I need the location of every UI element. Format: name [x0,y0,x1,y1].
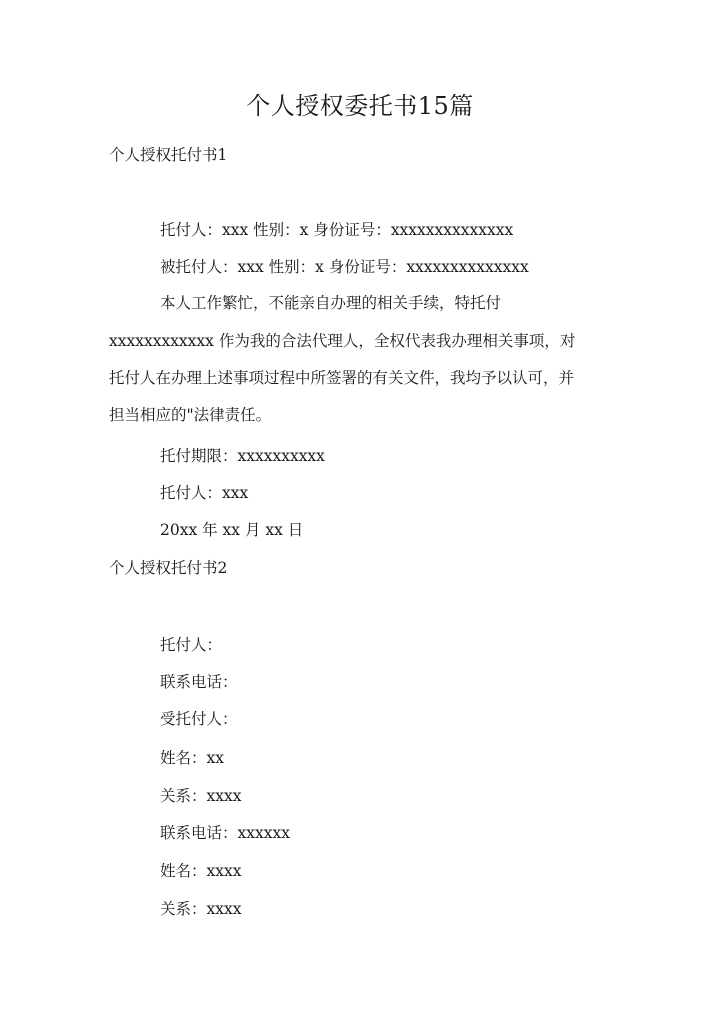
section1-paragraph-line: 本人工作繁忙，不能亲自办理的相关手续，特托付 [160,294,502,312]
section2-line: 受托付人： [160,710,238,728]
section1-paragraph-line: xxxxxxxxxxxx 作为我的合法代理人，全权代表我办理相关事项，对 [109,332,576,350]
document-title: 个人授权委托书15篇 [246,92,474,120]
section1-line-principal: 托付人：xxx 性别：x 身份证号：xxxxxxxxxxxxxx [160,221,514,239]
section2-heading: 个人授权托付书2 [109,559,228,577]
section2-line: 关系：xxxx [160,900,242,918]
section1-line-agent: 被托付人：xxx 性别：x 身份证号：xxxxxxxxxxxxxx [160,258,529,276]
section2-line: 联系电话：xxxxxx [160,824,290,842]
section2-line: 托付人： [160,636,223,654]
section1-heading: 个人授权托付书1 [109,146,228,164]
section2-line: 姓名：xxxx [160,862,242,880]
section1-term-line: 托付期限：xxxxxxxxxx [160,447,325,465]
section1-date-line: 20xx 年 xx 月 xx 日 [160,521,304,539]
section2-line: 姓名：xx [160,749,224,767]
section2-line: 关系：xxxx [160,787,242,805]
section1-paragraph-line: 托付人在办理上述事项过程中所签署的有关文件，我均予以认可，并 [109,369,575,387]
section1-signer-line: 托付人：xxx [160,484,249,502]
section1-paragraph-line: 担当相应的"法律责任。 [109,406,272,424]
section2-line: 联系电话： [160,673,238,691]
